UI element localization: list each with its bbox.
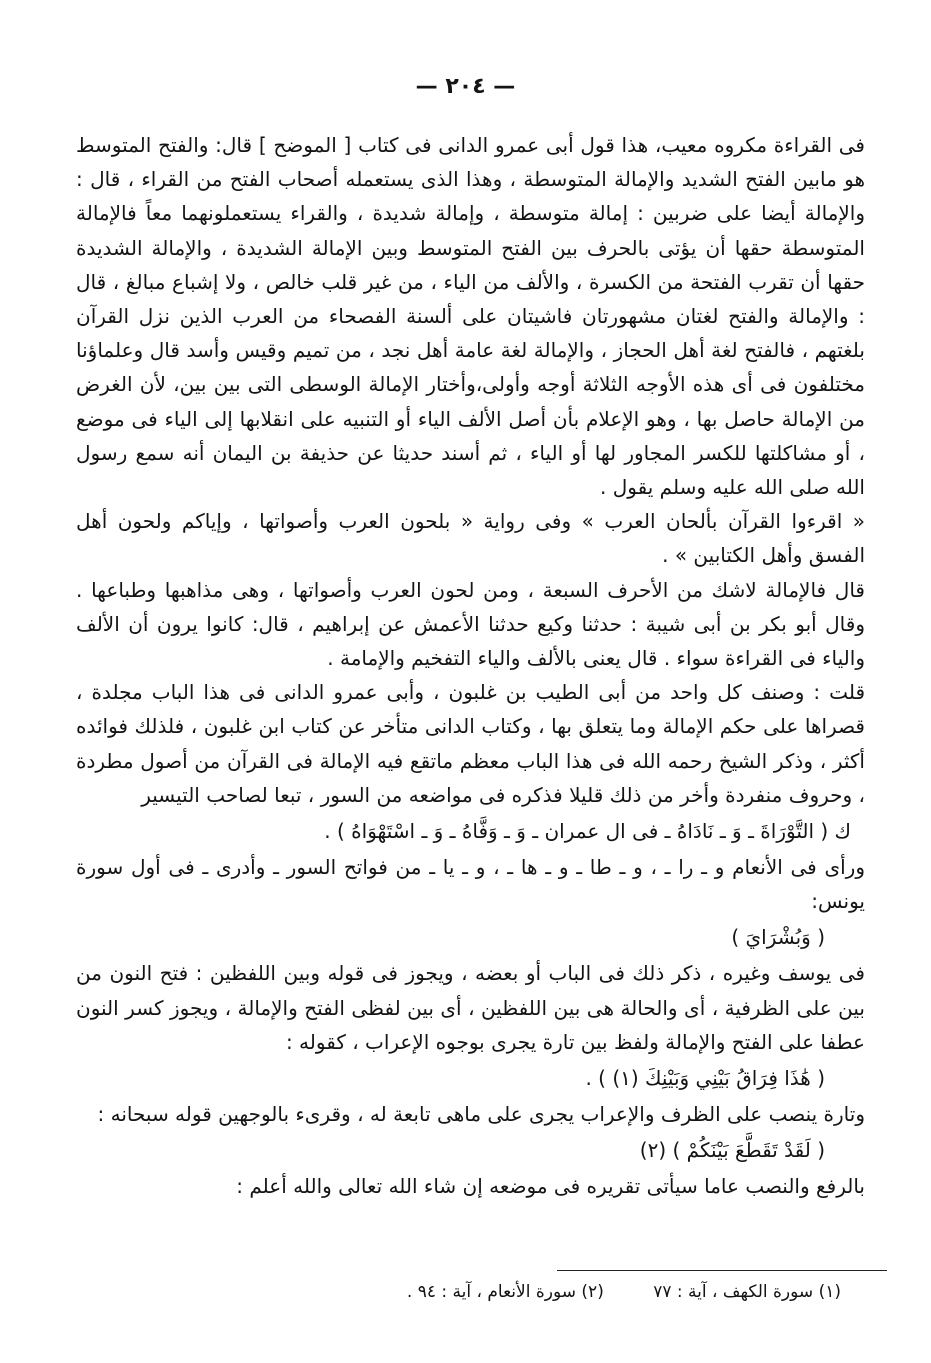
paragraph-2: « اقرءوا القرآن بألحان العرب » وفى رواية « بلحون العرب وأصواتها ، وإياكم ولحون أهل الفسق وأهل الكتابين » . [76, 509, 865, 568]
quran-verse-3: ( هَٰذَا فِرَاقُ بَيْنِي وَبَيْنِكَ (١) ) . [585, 1066, 825, 1091]
quran-verse-1: ك ( التَّوْرَاةَ ـ وَ ـ نَادَاهُ ـ فى ال عمران ـ وَ ـ وَفَّاهُ ـ وَ ـ اسْتَهْوَاهُ ) . [324, 819, 851, 844]
paragraph-8: بالرفع والنصب عاما سيأتى تقريره فى موضعه إن شاء الله تعالى والله أعلم : [236, 1174, 865, 1199]
page-body [76, 128, 865, 1203]
footnote-1: (١) سورة الكهف ، آية : ٧٧ [653, 1282, 841, 1302]
footnote-2: (٢) سورة الأنعام ، آية : ٩٤ . [406, 1282, 604, 1302]
paragraph-4: قلت : وصنف كل واحد من أبى الطيب بن غلبون ، وأبى عمرو الدانى فى هذا الباب مجلدة ، قصراها على حكم الإمالة وما يتعلق بها ، وكتاب الدانى متأخر عن كتاب ابن غلبون ، فلذلك فوائده أكثر ، وذكر الشيخ رحمه الله فى هذا الباب معظم ماتقع فيه الإمالة فى القرآن من أصول مطردة ، وحروف منفردة وأخر من ذلك قليلا فذكره فى مواضعه من السور ، تبعا لصاحب التيسير [76, 680, 865, 807]
footnote-divider [557, 1270, 887, 1271]
paragraph-3: قال فالإمالة لاشك من الأحرف السبعة ، ومن لحون العرب وأصواتها ، وهى مذاهبها وطباعها . وقال أبو بكر بن أبى شيبة : حدثنا وكيع حدثنا الأعمش عن إبراهيم ، قال: كانوا يرون أن الألف والياء فى القراءة سواء . قال يعنى بالألف والياء التفخيم والإمامة . [76, 577, 865, 671]
paragraph-7: وتارة ينصب على الظرف والإعراب يجرى على ماهى تابعة له ، وقرىء بالوجهين قوله سبحانه : [97, 1102, 865, 1127]
paragraph-6: فى يوسف وغيره ، ذكر ذلك فى الباب أو بعضه ، ويجوز فى قوله وبين اللفظين : فتح النون من بين على الظرفية ، أى والحالة هى بين اللفظين ، أى بين لفظى الفتح والإمالة ، ويجوز كسر النون عطفا على الفتح والإمالة ولفظ بين تارة يجرى بوجوه الإعراب ، كقوله : [76, 961, 865, 1054]
paragraph-5: ورأى فى الأنعام و ـ را ـ ، و ـ طا ـ و ـ ها ـ ، و ـ يا ـ من فواتح السور ـ وأدرى ـ فى أول سورة يونس: [76, 855, 865, 914]
quran-verse-4: ( لَقَدْ تَقَطَّعَ بَيْنَكُمْ ) (٢) [639, 1138, 825, 1163]
quran-verse-2: ( وَبُشْرَايَ ) [731, 925, 825, 950]
paragraph-1: فى القراءة مكروه معيب، هذا قول أبى عمرو الدانى فى كتاب [ الموضح ] قال: والفتح المتوسط هو مابين الفتح الشديد والإمالة المتوسطة ، وهذا الذى يستعمله أصحاب الفتح من القراء ، قال : والإمالة أيضا على ضربين : إمالة متوسطة ، وإمالة شديدة ، والقراء يستعملونهما معاً فالإمالة المتوسطة حقها أن يؤتى بالحرف بين الفتح المتوسط وبين الإمالة الشديدة ، والإمالة الشديدة حقها أن تقرب الفتحة من الكسرة ، والألف من الياء ، من غير قلب خالص ، ولا إشباع مبالغ ، قال : والإمالة والفتح لغتان مشهورتان فاشيتان على ألسنة الفصحاء من العرب الذين نزل القرآن بلغتهم ، فالفتح لغة أهل الحجاز ، والإمالة لغة عامة أهل نجد ، من تميم وقيس وأسد قال وعلماؤنا مختلفون فى أى هذه الأوجه الثلاثة أوجه وأولى،وأختار الإمالة الوسطى التى بين بين، لأن الغرض من الإمالة حاصل بها ، وهو الإعلام بأن أصل الألف الياء أو التنبيه على انقلابها إلى الياء فى موضع ، أو مشاكلتها للكسر المجاور لها أو الياء ، ثم أسند حديثا عن حذيفة بن اليمان أنه سمع رسول الله صلى الله عليه وسلم يقول . [76, 133, 865, 500]
page-number: — ٢٠٤ — [415, 74, 516, 99]
footnote-line [363, 1282, 841, 1302]
